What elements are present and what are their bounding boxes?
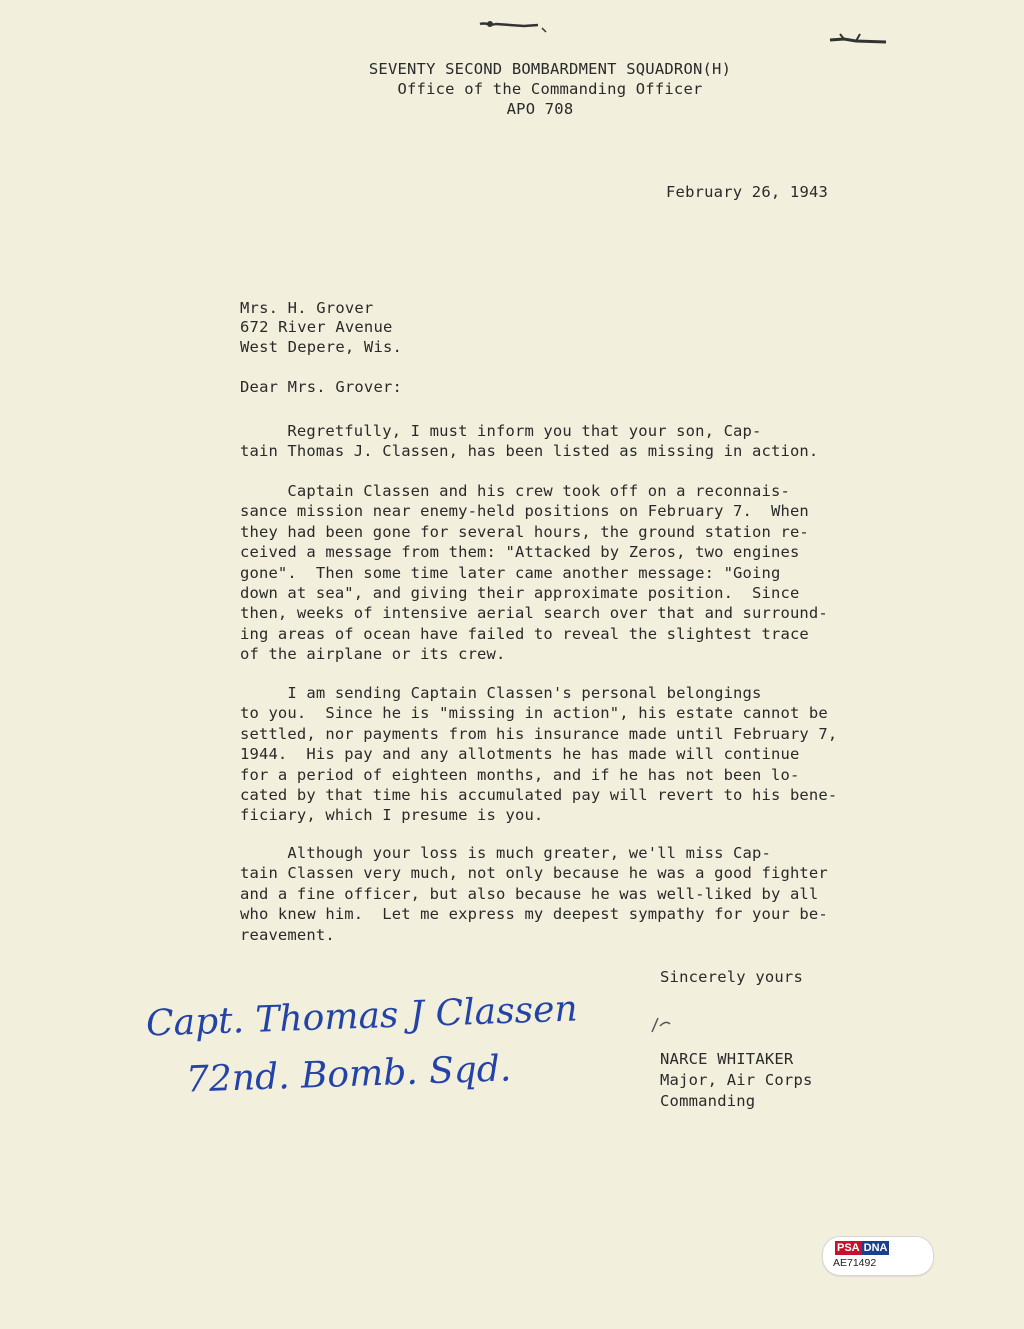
letter-date: February 26, 1943 [666, 183, 829, 201]
paragraph-line: to you. Since he is "missing in action", his estate cannot be [240, 704, 828, 723]
letterhead-office: Office of the Commanding Officer [397, 80, 703, 98]
paragraph-line: settled, nor payments from his insurance made until February 7, [240, 724, 838, 743]
paragraph-line: 1944. His pay and any allotments he has made will continue [240, 745, 800, 764]
body-paragraph-1 [240, 421, 818, 462]
signer-name: NARCE WHITAKER [660, 1050, 794, 1068]
dna-logo-text: DNA [863, 1242, 888, 1254]
paragraph-line: Although your loss is much greater, we'll miss Cap- [240, 844, 771, 862]
signer-title: Commanding [660, 1092, 756, 1110]
authentication-sticker [822, 1236, 934, 1276]
paragraph-line: for a period of eighteen months, and if he has not been lo- [240, 765, 800, 784]
paragraph-line: then, weeks of intensive aerial search over that and surround- [240, 604, 828, 623]
psa-logo-text: PSA [837, 1242, 860, 1254]
inscription-name: Capt. Thomas J Classen [145, 988, 579, 1045]
paragraph-line: tain Classen very much, not only because he was a good fighter [240, 864, 828, 883]
psa-dna-logo [835, 1241, 889, 1255]
paragraph-line: sance mission near enemy-held positions on February 7. When [240, 502, 809, 521]
paragraph-line: reavement. [240, 925, 335, 944]
signer-rank: Major, Air Corps [660, 1071, 813, 1089]
paragraph-line: tain Thomas J. Classen, has been listed as missing in action. [240, 442, 819, 461]
recipient-name: Mrs. H. Grover [240, 299, 374, 317]
body-paragraph-2 [240, 481, 828, 665]
recipient-street: 672 River Avenue [240, 318, 393, 336]
paragraph-line: Regretfully, I must inform you that your son, Cap- [240, 422, 762, 440]
paragraph-line: they had been gone for several hours, the ground station re- [240, 522, 809, 541]
paragraph-line: Captain Classen and his crew took off on a reconnais- [240, 482, 790, 500]
paragraph-line: cated by that time his accumulated pay will revert to his bene- [240, 786, 838, 805]
paragraph-line: who knew him. Let me express my deepest sympathy for your be- [240, 905, 828, 924]
paragraph-line: ficiary, which I presume is you. [240, 806, 544, 825]
cert-number: AE71492 [833, 1257, 877, 1269]
inscription-unit: 72nd. Bomb. Sqd. [185, 1048, 512, 1101]
paragraph-line: gone". Then some time later came another message: "Going [240, 563, 781, 582]
letterhead-unit: SEVENTY SECOND BOMBARDMENT SQUADRON(H) [368, 60, 732, 78]
recipient-city: West Depere, Wis. [240, 338, 403, 356]
signature-mark [648, 1012, 688, 1036]
paragraph-line: ing areas of ocean have failed to reveal the slightest trace [240, 624, 809, 643]
ink-mark-top-right [826, 30, 896, 50]
letterhead-apo: APO 708 [506, 100, 574, 118]
body-paragraph-4 [240, 843, 828, 945]
paragraph-line: I am sending Captain Classen's personal belongings [240, 684, 762, 702]
paragraph-line: ceived a message from them: "Attacked by Zeros, two engines [240, 543, 800, 562]
paragraph-line: down at sea", and giving their approximate position. Since [240, 584, 800, 603]
ink-mark-top [476, 14, 556, 34]
body-paragraph-3 [240, 683, 837, 826]
salutation: Dear Mrs. Grover: [240, 378, 403, 396]
closing: Sincerely yours [660, 968, 803, 986]
paragraph-line: and a fine officer, but also because he was well-liked by all [240, 884, 819, 903]
paragraph-line: of the airplane or its crew. [240, 645, 506, 664]
